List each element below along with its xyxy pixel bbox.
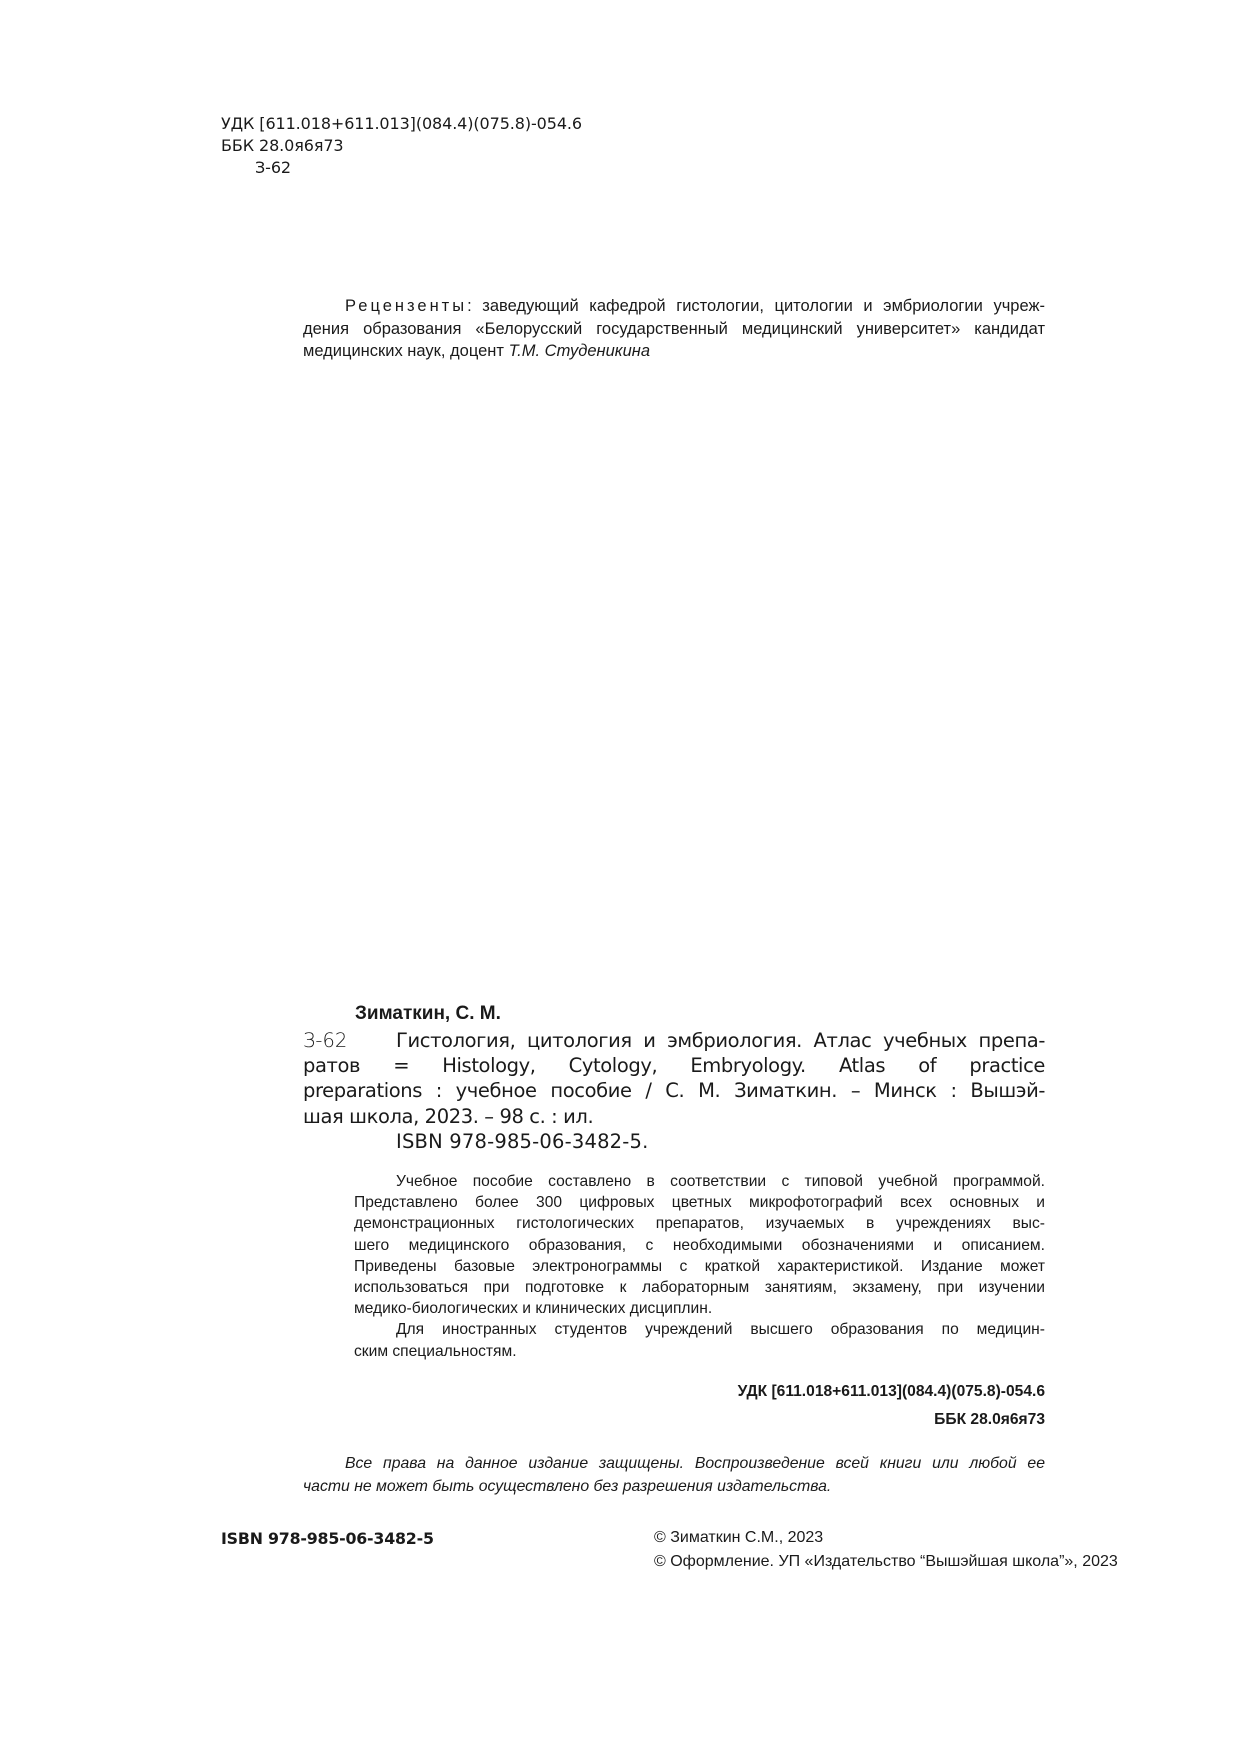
catalog-author: Зиматкин, С. М. [355, 1003, 501, 1024]
bottom-bbk-code: ББК 28.0я6я73 [934, 1411, 1045, 1428]
copyright-author: © Зиматкин С.М., 2023 [654, 1529, 824, 1546]
annotation-line: Для иностранных студентов учреждений высшего образования по медицин- [396, 1321, 1045, 1339]
reviewers-line: дения образования «Белорусский государственный медицинский университет» кандидат [303, 319, 1045, 338]
catalog-isbn: ISBN 978-985-06-3482-5. [396, 1129, 649, 1153]
reviewers-line3-prefix: медицинских наук, доцент [303, 342, 504, 360]
copyright-design: © Оформление. УП «Издательство “Вышэйшая школа”», 2023 [654, 1553, 1118, 1570]
udk-code: УДК [611.018+611.013](084.4)(075.8)-054.6 [221, 114, 582, 133]
annotation-line: Учебное пособие составлено в соответствии с типовой учебной программой. [396, 1173, 1045, 1190]
annotation-line: демонстрационных гистологических препаратов, изучаемых в учреждениях выс- [354, 1215, 1045, 1233]
reviewers-paragraph [303, 295, 1045, 363]
bottom-udk-code: УДК [611.018+611.013](084.4)(075.8)-054.6 [737, 1383, 1045, 1400]
bottom-classification [738, 1378, 1045, 1434]
footer-isbn: ISBN 978-985-06-3482-5 [221, 1529, 434, 1548]
annotation-line: шего медицинского образования, с необходимыми обозначениями и описанием. [354, 1236, 1045, 1254]
catalog-line: Гистология, цитология и эмбриология. Атлас учебных препа- [396, 1029, 1045, 1052]
catalog-card-body [303, 1028, 1045, 1154]
rights-line: части не может быть осуществлено без разрешения издательства. [303, 1477, 832, 1495]
catalog-line: ратов = Histology, Cytology, Embryology. Atlas of practice [303, 1054, 1045, 1078]
annotation-line: Представлено более 300 цифровых цветных микрофотографий всех основных и [354, 1194, 1045, 1212]
annotation-line: использоваться при подготовке к лабораторным занятиям, экзамену, при изучении [354, 1279, 1045, 1297]
author-mark: З-62 [255, 158, 291, 177]
classification-block [221, 113, 582, 179]
catalog-author-mark: З-62 [303, 1029, 348, 1052]
annotation-line: медико-биологических и клинических дисциплин. [354, 1300, 713, 1318]
catalog-line: preparations : учебное пособие / С. М. Зиматкин. – Минск : Вышэй- [303, 1079, 1045, 1103]
reviewers-line [303, 340, 1045, 363]
annotation-paragraph [354, 1171, 1045, 1362]
copyright-block [654, 1526, 1118, 1574]
reviewers-line [303, 295, 1045, 318]
annotation-line: ским специальностям. [354, 1342, 517, 1360]
annotation-line: Приведены базовые электронограммы с краткой характеристикой. Издание может [354, 1257, 1045, 1275]
catalog-line: шая школа, 2023. – 98 с. : ил. [303, 1104, 594, 1128]
rights-statement [303, 1453, 1045, 1498]
reviewers-label: Рецензенты [345, 297, 468, 315]
rights-line: Все права на данное издание защищены. Воспроизведение всей книги или любой ее [345, 1455, 1045, 1472]
reviewers-line1-text: : заведующий кафедрой гистологии, цитологии и эмбриологии учреж- [467, 297, 1045, 315]
bbk-code: ББК 28.0я6я73 [221, 136, 344, 155]
reviewer-name: Т.М. Студеникина [508, 342, 650, 360]
